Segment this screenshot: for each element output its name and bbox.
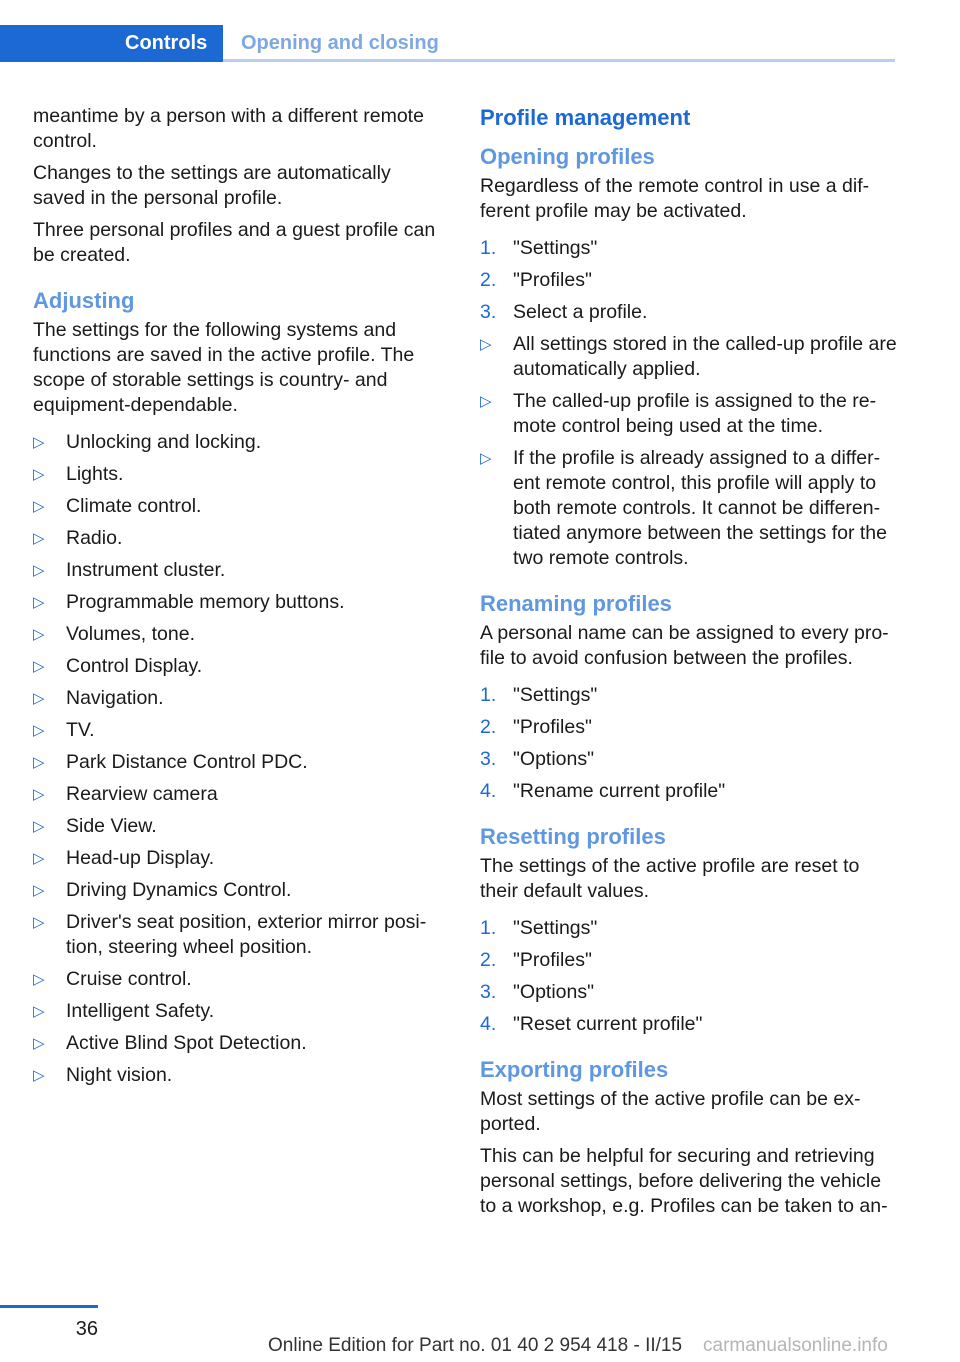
list-item [33, 878, 445, 903]
triangle-bullet-icon: ▷ [480, 450, 492, 467]
resetting-steps-list [480, 916, 900, 1037]
list-item-text: The called-up profile is assigned to the re‐ mote control being used at the time. [513, 390, 877, 437]
page-number: 36 [75, 1318, 98, 1340]
triangle-bullet-icon: ▷ [33, 850, 45, 867]
step-number: 4. [480, 1013, 497, 1035]
step-item [480, 980, 900, 1005]
intro-paragraph-3: Three personal profiles and a guest profile can be created. [33, 219, 436, 266]
step-text: "Options" [513, 981, 595, 1003]
list-item [33, 750, 445, 775]
triangle-bullet-icon: ▷ [33, 626, 45, 643]
list-item-text: Side View. [66, 815, 157, 837]
list-item [33, 494, 445, 519]
step-number: 2. [480, 269, 497, 291]
list-item [33, 910, 445, 960]
step-number: 3. [480, 981, 497, 1003]
triangle-bullet-icon: ▷ [33, 786, 45, 803]
step-number: 4. [480, 780, 497, 802]
tab-opening-and-closing[interactable]: Opening and closing [241, 32, 439, 54]
list-item [33, 622, 445, 647]
list-item-text: All settings stored in the called-up profile are automatically applied. [513, 333, 897, 380]
intro-paragraph-1: meantime by a person with a different remote control. [33, 105, 424, 152]
step-item [480, 779, 900, 804]
list-item-text: Active Blind Spot Detection. [66, 1032, 307, 1054]
list-item-text: Intelligent Safety. [66, 1000, 215, 1022]
step-number: 3. [480, 748, 497, 770]
list-item-text: Driver's seat position, exterior mirror posi‐ tion, steering wheel position. [66, 911, 427, 958]
step-number: 3. [480, 301, 497, 323]
step-item [480, 268, 900, 293]
adjusting-list [33, 430, 445, 1088]
triangle-bullet-icon: ▷ [33, 1035, 45, 1052]
step-text: "Settings" [513, 237, 598, 259]
list-item-text: If the profile is already assigned to a differ‐ ent remote control, this profile will apply to both remote controls. It cannot be differen‐ tiated anymore between the settings for the two remote controls. [513, 447, 887, 569]
exporting-profiles-heading: Exporting profiles [480, 1057, 669, 1082]
step-text: "Settings" [513, 684, 598, 706]
step-item [480, 236, 900, 261]
renaming-steps-list [480, 683, 900, 804]
list-item [33, 430, 445, 455]
triangle-bullet-icon: ▷ [33, 562, 45, 579]
right-column [480, 104, 900, 1226]
renaming-profiles-heading: Renaming profiles [480, 591, 672, 616]
list-item-text: Control Display. [66, 655, 203, 677]
step-item [480, 715, 900, 740]
step-text: "Settings" [513, 917, 598, 939]
list-item-text: Unlocking and locking. [66, 431, 262, 453]
triangle-bullet-icon: ▷ [33, 434, 45, 451]
list-item-text: Navigation. [66, 687, 164, 709]
step-item [480, 948, 900, 973]
step-text: "Rename current profile" [513, 780, 726, 802]
header-tabbar [0, 25, 895, 62]
list-item-text: Instrument cluster. [66, 559, 226, 581]
triangle-bullet-icon: ▷ [480, 336, 492, 353]
list-item [33, 590, 445, 615]
step-item [480, 300, 900, 325]
triangle-bullet-icon: ▷ [33, 1067, 45, 1084]
list-item [33, 654, 445, 679]
triangle-bullet-icon: ▷ [33, 498, 45, 515]
triangle-bullet-icon: ▷ [33, 882, 45, 899]
opening-profiles-heading: Opening profiles [480, 144, 655, 169]
list-item [33, 526, 445, 551]
list-item-text: TV. [66, 719, 95, 741]
step-text: "Options" [513, 748, 595, 770]
step-item [480, 747, 900, 772]
triangle-bullet-icon: ▷ [33, 971, 45, 988]
list-item-text: Driving Dynamics Control. [66, 879, 292, 901]
adjusting-heading: Adjusting [33, 288, 135, 313]
list-item [33, 718, 445, 743]
triangle-bullet-icon: ▷ [33, 722, 45, 739]
triangle-bullet-icon: ▷ [33, 466, 45, 483]
triangle-bullet-icon: ▷ [33, 818, 45, 835]
list-item [33, 999, 445, 1024]
intro-paragraph-2: Changes to the settings are automatically saved in the personal profile. [33, 162, 391, 209]
step-number: 2. [480, 716, 497, 738]
list-item [33, 967, 445, 992]
list-item [33, 558, 445, 583]
step-text: Select a profile. [513, 301, 648, 323]
step-text: "Profiles" [513, 949, 592, 971]
triangle-bullet-icon: ▷ [33, 754, 45, 771]
list-item-text: Lights. [66, 463, 124, 485]
triangle-bullet-icon: ▷ [33, 530, 45, 547]
list-item [33, 1063, 445, 1088]
tab-controls[interactable]: Controls [0, 25, 223, 62]
opening-steps-list [480, 236, 900, 325]
header-rule [223, 59, 895, 62]
note-item [480, 332, 900, 382]
step-number: 1. [480, 684, 497, 706]
step-item [480, 1012, 900, 1037]
left-column [33, 104, 445, 1095]
list-item [33, 1031, 445, 1056]
opening-profiles-text: Regardless of the remote control in use a dif‐ ferent profile may be activated. [480, 175, 870, 222]
list-item-text: Cruise control. [66, 968, 192, 990]
adjusting-text: The settings for the following systems and functions are saved in the active profile. The scope of storable settings is country- and equipment-dependable. [33, 319, 415, 416]
list-item-text: Radio. [66, 527, 123, 549]
list-item [33, 462, 445, 487]
step-item [480, 683, 900, 708]
list-item [33, 686, 445, 711]
step-item [480, 916, 900, 941]
triangle-bullet-icon: ▷ [33, 594, 45, 611]
step-number: 2. [480, 949, 497, 971]
profile-management-heading: Profile management [480, 105, 691, 130]
step-text: "Profiles" [513, 269, 592, 291]
step-text: "Profiles" [513, 716, 592, 738]
step-text: "Reset current profile" [513, 1013, 703, 1035]
footer-rule [0, 1305, 98, 1308]
list-item-text: Park Distance Control PDC. [66, 751, 308, 773]
triangle-bullet-icon: ▷ [33, 914, 45, 931]
list-item [33, 846, 445, 871]
watermark: carmanualsonline.info [703, 1335, 888, 1356]
note-item [480, 389, 900, 439]
edition-note: Online Edition for Part no. 01 40 2 954 418 - II/15 [268, 1335, 683, 1356]
resetting-profiles-text: The settings of the active profile are reset to their default values. [480, 855, 860, 902]
triangle-bullet-icon: ▷ [480, 393, 492, 410]
step-number: 1. [480, 237, 497, 259]
list-item-text: Volumes, tone. [66, 623, 195, 645]
step-number: 1. [480, 917, 497, 939]
list-item [33, 814, 445, 839]
list-item-text: Head-up Display. [66, 847, 215, 869]
exporting-profiles-text-2: This can be helpful for securing and retrieving personal settings, before delivering the vehicle to a workshop, e.g. Profiles can be taken to an‐ [480, 1145, 888, 1217]
triangle-bullet-icon: ▷ [33, 658, 45, 675]
list-item [33, 782, 445, 807]
note-item [480, 446, 900, 571]
resetting-profiles-heading: Resetting profiles [480, 824, 666, 849]
opening-notes-list [480, 332, 900, 571]
exporting-profiles-text-1: Most settings of the active profile can be ex‐ ported. [480, 1088, 861, 1135]
list-item-text: Climate control. [66, 495, 202, 517]
triangle-bullet-icon: ▷ [33, 690, 45, 707]
list-item-text: Rearview camera [66, 783, 218, 805]
renaming-profiles-text: A personal name can be assigned to every pro‐ file to avoid confusion between the profiles. [480, 622, 889, 669]
list-item-text: Programmable memory buttons. [66, 591, 345, 613]
list-item-text: Night vision. [66, 1064, 173, 1086]
triangle-bullet-icon: ▷ [33, 1003, 45, 1020]
